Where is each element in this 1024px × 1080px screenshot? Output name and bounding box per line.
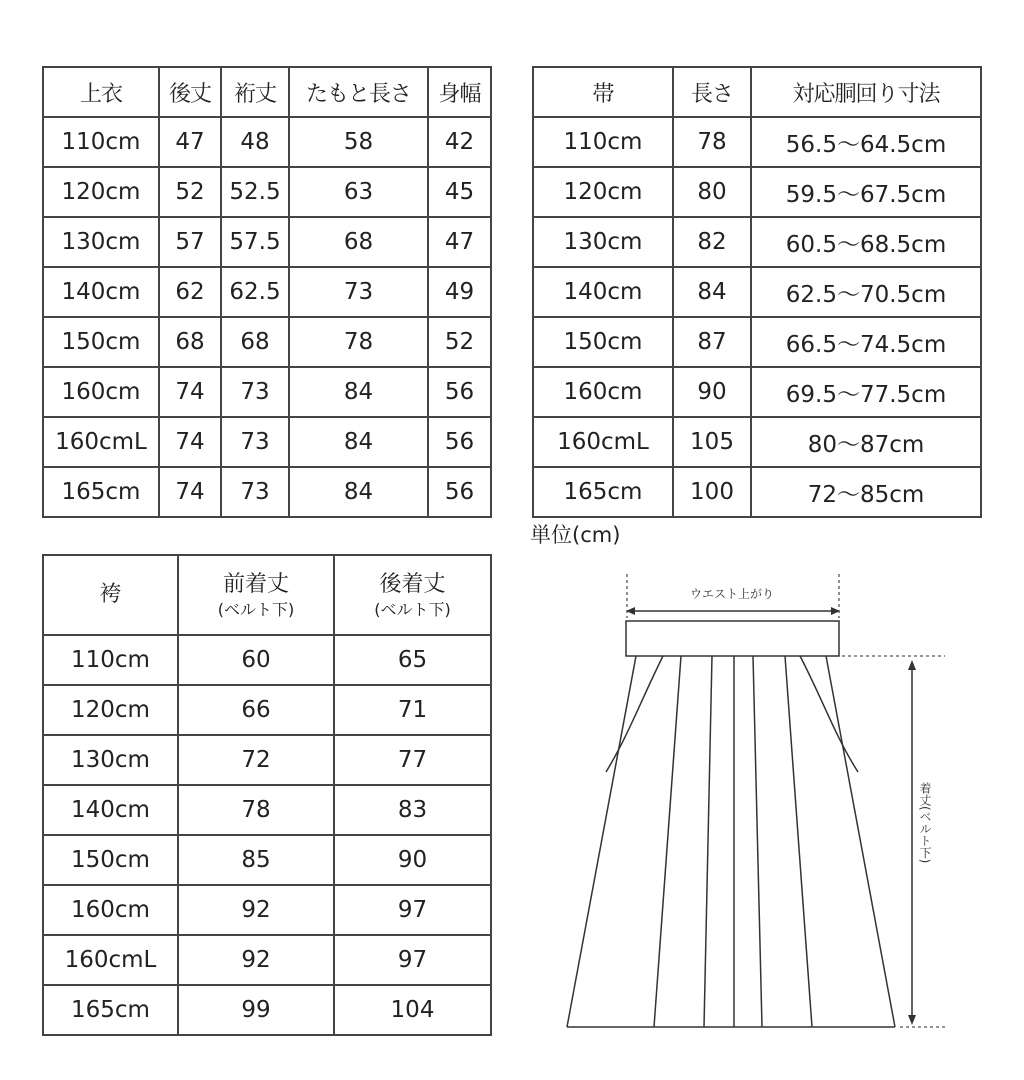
header-cell: たもと長さ	[289, 67, 428, 117]
value-cell: 74	[159, 367, 221, 417]
table-row	[533, 367, 981, 417]
table-row	[43, 635, 491, 685]
table-row	[533, 317, 981, 367]
table-row	[43, 117, 491, 167]
size-label-cell: 160cm	[43, 367, 159, 417]
value-cell: 74	[159, 467, 221, 517]
size-label-cell: 130cm	[43, 735, 178, 785]
header-cell	[43, 555, 178, 635]
value-cell: 59.5〜67.5cm	[751, 167, 981, 217]
table-row	[43, 417, 491, 467]
value-cell: 66.5〜74.5cm	[751, 317, 981, 367]
table-row	[43, 167, 491, 217]
value-cell: 65	[334, 635, 491, 685]
size-label-cell: 165cm	[533, 467, 673, 517]
size-label-cell: 160cmL	[533, 417, 673, 467]
table-header-row	[43, 555, 491, 635]
value-cell: 49	[428, 267, 491, 317]
pocket-left	[606, 656, 663, 772]
waistband	[626, 621, 839, 656]
value-cell: 69.5〜77.5cm	[751, 367, 981, 417]
value-cell: 82	[673, 217, 751, 267]
header-cell: 帯	[533, 67, 673, 117]
value-cell: 68	[221, 317, 289, 367]
table-row	[533, 117, 981, 167]
hakama-diagram	[560, 566, 960, 1036]
value-cell: 85	[178, 835, 334, 885]
value-cell: 77	[334, 735, 491, 785]
table-row	[533, 467, 981, 517]
table-row	[533, 167, 981, 217]
size-label-cell: 160cm	[43, 885, 178, 935]
table-row	[43, 885, 491, 935]
pleat-line	[654, 656, 681, 1027]
waist-arrow-head-right	[831, 607, 840, 615]
size-label-cell: 160cm	[533, 367, 673, 417]
size-label-cell: 160cmL	[43, 417, 159, 467]
value-cell: 71	[334, 685, 491, 735]
value-cell: 78	[289, 317, 428, 367]
waist-label: ウエスト上がり	[689, 587, 775, 601]
table-row	[43, 367, 491, 417]
value-cell: 52	[428, 317, 491, 367]
size-label-cell: 150cm	[43, 317, 159, 367]
pleat-line	[704, 656, 712, 1027]
value-cell: 72	[178, 735, 334, 785]
table-row	[43, 217, 491, 267]
value-cell: 52	[159, 167, 221, 217]
value-cell: 45	[428, 167, 491, 217]
table-header-row	[43, 67, 491, 117]
table-row	[43, 835, 491, 885]
header-cell	[334, 555, 491, 635]
table-row	[43, 467, 491, 517]
value-cell: 104	[334, 985, 491, 1035]
value-cell: 60	[178, 635, 334, 685]
value-cell: 56	[428, 467, 491, 517]
header-main-text: 後着丈	[379, 572, 446, 597]
value-cell: 87	[673, 317, 751, 367]
header-main-text: 前着丈	[222, 572, 289, 597]
value-cell: 56.5〜64.5cm	[751, 117, 981, 167]
value-cell: 47	[159, 117, 221, 167]
size-label-cell: 140cm	[533, 267, 673, 317]
table-row	[43, 267, 491, 317]
size-label-cell: 110cm	[43, 635, 178, 685]
table-row	[533, 417, 981, 467]
top-table-body	[43, 117, 491, 517]
waist-arrow-head-left	[626, 607, 635, 615]
pleat-line	[753, 656, 762, 1027]
value-cell: 78	[673, 117, 751, 167]
value-cell: 78	[178, 785, 334, 835]
value-cell: 80〜87cm	[751, 417, 981, 467]
value-cell: 47	[428, 217, 491, 267]
value-cell: 58	[289, 117, 428, 167]
header-cell: 後丈	[159, 67, 221, 117]
size-label-cell: 140cm	[43, 267, 159, 317]
header-cell: 長さ	[673, 67, 751, 117]
pleat-line	[785, 656, 812, 1027]
size-label-cell: 110cm	[533, 117, 673, 167]
value-cell: 92	[178, 935, 334, 985]
table-row	[43, 985, 491, 1035]
size-label-cell: 140cm	[43, 785, 178, 835]
table-row	[43, 785, 491, 835]
value-cell: 63	[289, 167, 428, 217]
size-label-cell: 150cm	[533, 317, 673, 367]
value-cell: 100	[673, 467, 751, 517]
value-cell: 57.5	[221, 217, 289, 267]
value-cell: 73	[221, 467, 289, 517]
value-cell: 68	[289, 217, 428, 267]
table-header-row	[533, 67, 981, 117]
table-row	[43, 935, 491, 985]
header-sub-text: (ベルト下)	[374, 600, 451, 619]
table-row	[43, 735, 491, 785]
size-label-cell: 150cm	[43, 835, 178, 885]
value-cell: 84	[289, 367, 428, 417]
value-cell: 42	[428, 117, 491, 167]
value-cell: 62	[159, 267, 221, 317]
table-row	[533, 267, 981, 317]
value-cell: 84	[289, 467, 428, 517]
header-cell	[178, 555, 334, 635]
value-cell: 56	[428, 367, 491, 417]
size-label-cell: 120cm	[43, 167, 159, 217]
value-cell: 97	[334, 885, 491, 935]
value-cell: 73	[289, 267, 428, 317]
value-cell: 99	[178, 985, 334, 1035]
value-cell: 97	[334, 935, 491, 985]
skirt-left-edge	[567, 656, 636, 1027]
header-cell: 対応胴回り寸法	[751, 67, 981, 117]
value-cell: 105	[673, 417, 751, 467]
top-size-table	[42, 66, 492, 518]
value-cell: 73	[221, 367, 289, 417]
obi-table-body	[533, 117, 981, 517]
size-label-cell: 165cm	[43, 985, 178, 1035]
header-main-text: 袴	[99, 582, 122, 607]
value-cell: 62.5〜70.5cm	[751, 267, 981, 317]
value-cell: 83	[334, 785, 491, 835]
header-sub-text: (ベルト下)	[217, 600, 295, 619]
length-arrow-head-bottom	[908, 1015, 916, 1025]
length-arrow-head-top	[908, 660, 916, 670]
size-label-cell: 120cm	[533, 167, 673, 217]
size-label-cell: 130cm	[533, 217, 673, 267]
value-cell: 62.5	[221, 267, 289, 317]
value-cell: 90	[334, 835, 491, 885]
skirt-right-edge	[826, 656, 895, 1027]
header-cell: 上衣	[43, 67, 159, 117]
value-cell: 73	[221, 417, 289, 467]
value-cell: 84	[673, 267, 751, 317]
value-cell: 52.5	[221, 167, 289, 217]
value-cell: 90	[673, 367, 751, 417]
unit-note: 単位(cm)	[530, 523, 621, 547]
value-cell: 48	[221, 117, 289, 167]
value-cell: 92	[178, 885, 334, 935]
table-row	[43, 317, 491, 367]
value-cell: 66	[178, 685, 334, 735]
value-cell: 74	[159, 417, 221, 467]
value-cell: 84	[289, 417, 428, 467]
value-cell: 57	[159, 217, 221, 267]
obi-size-table	[532, 66, 982, 518]
table-row	[43, 685, 491, 735]
table-row	[533, 217, 981, 267]
size-label-cell: 165cm	[43, 467, 159, 517]
header-cell: 身幅	[428, 67, 491, 117]
hakama-table-body	[43, 635, 491, 1035]
value-cell: 68	[159, 317, 221, 367]
value-cell: 80	[673, 167, 751, 217]
length-label: 着丈(ベルト下)	[918, 782, 932, 864]
size-label-cell: 160cmL	[43, 935, 178, 985]
size-label-cell: 130cm	[43, 217, 159, 267]
hakama-size-table	[42, 554, 492, 1036]
header-cell: 裄丈	[221, 67, 289, 117]
value-cell: 60.5〜68.5cm	[751, 217, 981, 267]
value-cell: 72〜85cm	[751, 467, 981, 517]
size-label-cell: 120cm	[43, 685, 178, 735]
value-cell: 56	[428, 417, 491, 467]
size-label-cell: 110cm	[43, 117, 159, 167]
